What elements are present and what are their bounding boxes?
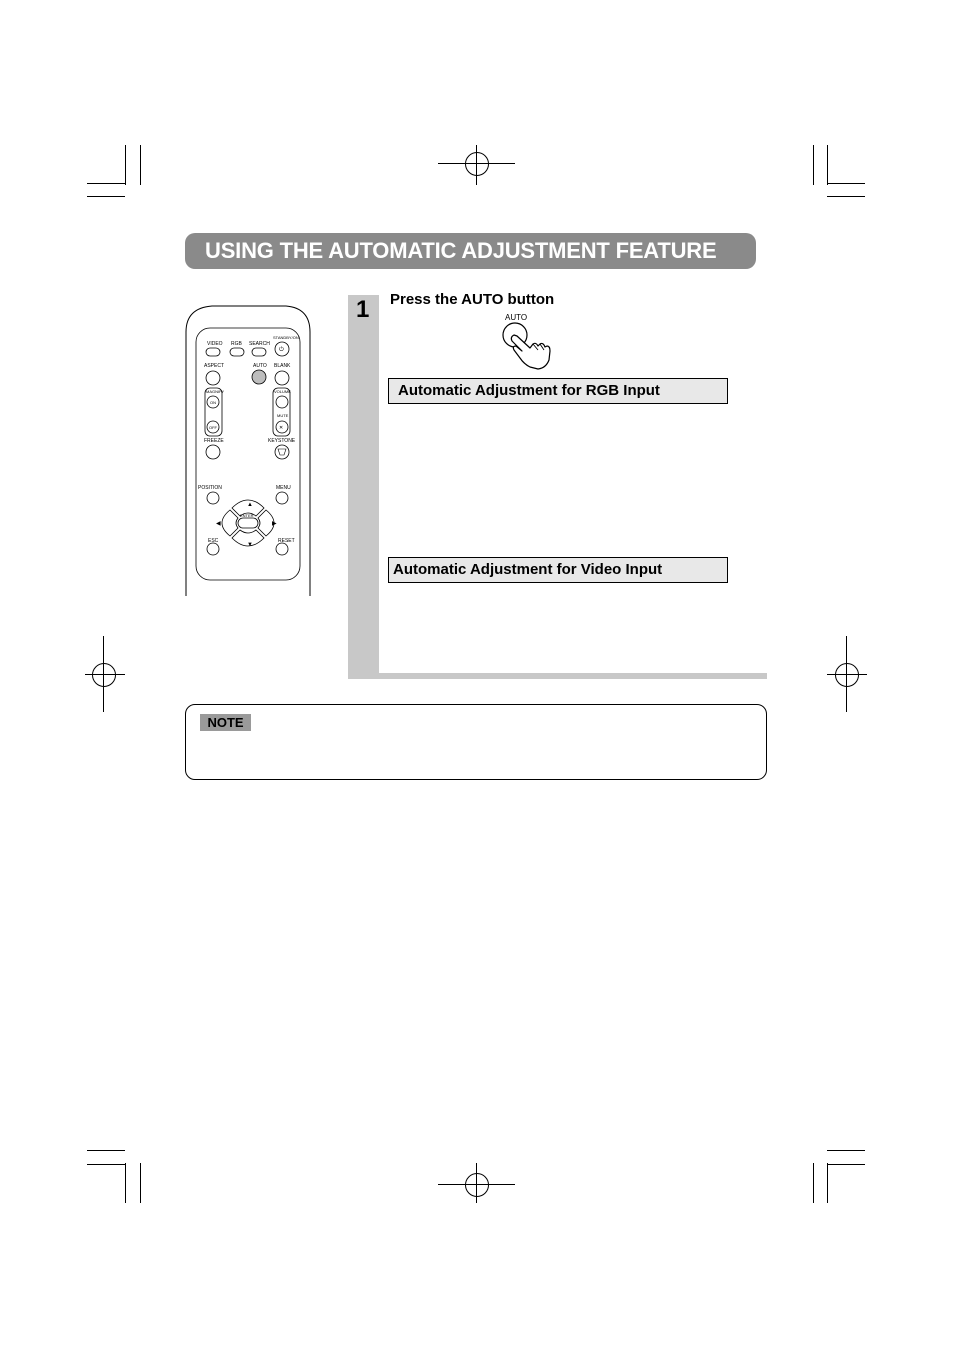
remote-label-blank: BLANK [274, 363, 291, 369]
remote-label-keystone: KEYSTONE [268, 438, 296, 444]
remote-label-esc: ESC [208, 538, 219, 544]
step-heading: Press the AUTO button [390, 291, 555, 308]
remote-label-auto: AUTO [253, 363, 267, 369]
video-button [206, 348, 220, 356]
up-arrow-icon: ▲ [247, 502, 253, 508]
remote-label-position: POSITION [198, 485, 222, 491]
crop-mark [140, 145, 141, 185]
auto-button-highlighted [252, 370, 266, 384]
remote-label-enter: ENTER [240, 513, 254, 518]
freeze-button [206, 445, 220, 459]
left-arrow-icon: ◀ [216, 521, 221, 527]
crop-mark [827, 1150, 865, 1151]
remote-label-magnify: MAGNIFY [206, 389, 225, 394]
note-box [185, 704, 767, 780]
remote-label-menu: MENU [276, 485, 291, 491]
crop-mark [87, 1150, 125, 1151]
crop-mark [87, 183, 125, 184]
note-label: NOTE [200, 714, 251, 731]
section-title-bar [185, 233, 756, 269]
crop-mark [125, 145, 126, 185]
remote-label-video: VIDEO [207, 341, 223, 347]
rgb-input-heading: Automatic Adjustment for RGB Input [388, 378, 728, 404]
remote-label-freeze: FREEZE [204, 438, 224, 444]
page-title: USING THE AUTOMATIC ADJUSTMENT FEATURE [205, 238, 717, 263]
position-button [207, 492, 219, 504]
right-arrow-icon: ▶ [272, 521, 277, 527]
rgb-button [230, 348, 244, 356]
step-number: 1 [356, 296, 370, 323]
remote-label-off: OFF [209, 425, 217, 430]
crop-mark [827, 183, 865, 184]
remote-label-aspect: ASPECT [204, 363, 225, 369]
step-sidebar [348, 295, 379, 679]
remote-label-reset: RESET [278, 538, 295, 544]
search-button [252, 348, 266, 356]
reset-button [276, 543, 288, 555]
blank-button [275, 371, 289, 385]
crop-mark [827, 145, 828, 185]
crop-mark [827, 1164, 865, 1165]
aspect-button [206, 371, 220, 385]
esc-button [207, 543, 219, 555]
video-input-heading: Automatic Adjustment for Video Input [388, 557, 728, 583]
crop-mark [125, 1163, 126, 1203]
menu-button [276, 492, 288, 504]
power-icon: ⏻ [279, 347, 284, 353]
crop-mark [813, 145, 814, 185]
remote-label-mute: MUTE [277, 413, 289, 418]
keystone-button [275, 445, 289, 459]
remote-label-search: SEARCH [249, 341, 270, 347]
crop-mark [87, 196, 125, 197]
remote-control-illustration [182, 302, 316, 598]
remote-label-volume: VOLUME [274, 389, 291, 394]
crop-mark [140, 1163, 141, 1203]
step-bottom-rule [348, 673, 767, 679]
crop-mark [87, 1164, 125, 1165]
auto-button-label: AUTO [505, 313, 528, 322]
crop-mark [827, 1163, 828, 1203]
remote-label-rgb: RGB [231, 341, 242, 347]
down-arrow-icon: ▼ [247, 542, 253, 548]
crop-mark [813, 1163, 814, 1203]
hand-pressing-auto-icon [500, 322, 556, 372]
mute-icon: ✕ [279, 425, 284, 431]
crop-mark [827, 196, 865, 197]
keystone-icon [278, 449, 286, 455]
remote-label-standby: STANDBY/ON [273, 335, 299, 340]
remote-label-on: ON [210, 400, 216, 405]
